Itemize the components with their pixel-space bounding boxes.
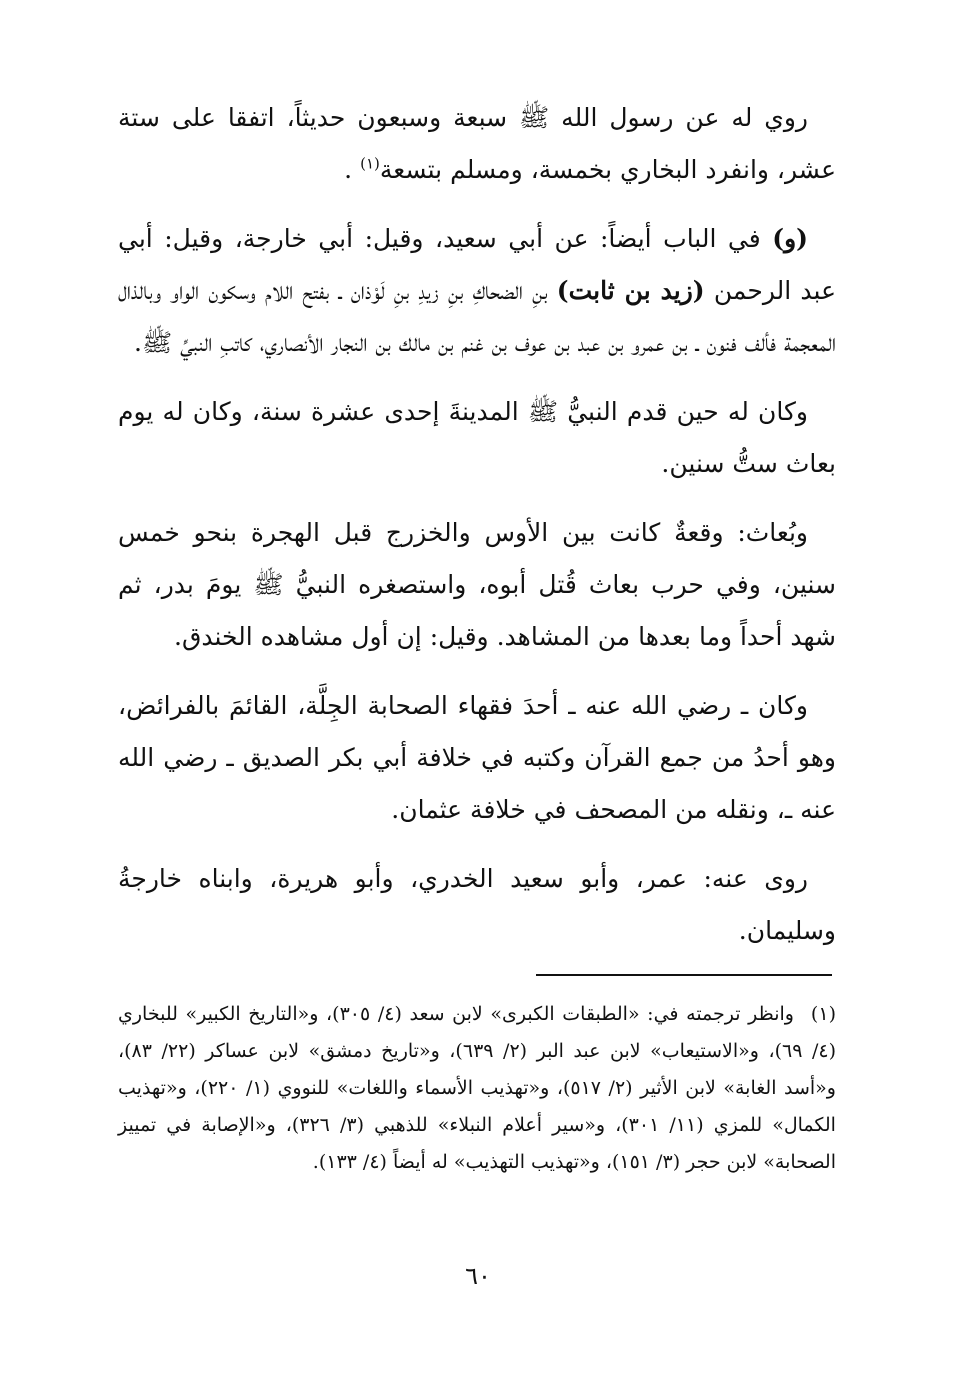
paragraph-merits: وكان ـ رضي الله عنه ـ أحدَ فقهاء الصحابة الجِلَّة، القائمَ بالفرائض، وهو أحدُ من جمع القرآن وكتبه في خلافة أبي بكر الصديق ـ رضي الله عنه ـ، ونقله من المصحف في خلافة عثمان. — [118, 691, 836, 824]
paragraph-biography — [118, 213, 836, 369]
main-text — [118, 92, 836, 974]
paragraph-narrations — [118, 92, 836, 196]
footnote-text: وانظر ترجمته في: «الطبقات الكبرى» لابن سعد (٤/ ٣٠٥)، و«التاريخ الكبير» للبخاري (٤/ ٦٩)، و«الاستيعاب» لابن عبد البر (٢/ ٦٣٩)، و«تاريخ دمشق» لابن عساكر (٢٢/ ٨٣)، و«أسد الغابة» لابن الأثير (٢/ ٥١٧)، و«تهذيب الأسماء واللغات» للنووي (١/ ٢٢٠)، و«تهذيب الكمال» للمزي (١١/ ٣٠١)، و«سير أعلام النبلاء» للذهبي (٣/ ٣٢٦)، و«الإصابة في تمييز الصحابة» لابن حجر (٣/ ١٥١)، و«تهذيب التهذيب» له أيضاً (٤/ ١٣٣). — [118, 1003, 837, 1173]
paragraph-narrations-text: روي له عن رسول الله ﷺ سبعة وسبعون حديثاً، اتفقا على ستة عشر، وانفرد البخاري بخمسة، ومسلم بتسعة — [118, 103, 836, 184]
paragraph-end-mark: . — [344, 155, 353, 184]
biography-text-start: في الباب أيضاً: عن أبي سعيد، وقيل: أبي خارجة، وقيل: أبي عبد الرحمن — [118, 224, 837, 305]
paragraph-narrators: روى عنه: عمر، وأبو سعيد الخدري، وأبو هريرة، وابناه خارجةُ وسليمان. — [118, 864, 836, 945]
paragraph-age: وكان له حين قدم النبيُّ ﷺ المدينةَ إحدى عشرة سنة، وكان له يوم بعاث ستُّ سنين. — [118, 397, 836, 478]
footnote — [118, 996, 836, 1181]
footnote-reference[interactable]: (١) — [360, 154, 380, 173]
footnote-number: (١) — [810, 1003, 836, 1025]
page-number: ٦٠ — [465, 1262, 491, 1290]
paragraph-buath: وبُعاث: وقعةٌ كانت بين الأوس والخزرج قبل الهجرة بنحو خمس سنين، وفي حرب بعاث قُتل أبوه، واستصغره النبيُّ ﷺ يومَ بدر، ثم شهد أحداً وما بعدها من المشاهد. وقيل: إن أول مشاهده الخندق. — [118, 518, 836, 651]
biography-text-end: بنِ الضحاكِ بنِ زيدِ بنِ لَوْذان ـ بفتح اللام وسكون الواو وبالذال المعجمة فألف فنون ـ بن عمرو بن عبد بن عوف بن غنم بن مالك بن النجار الأنصاري، كاتبِ النبيِّ ﷺ. — [118, 276, 836, 357]
footnote-divider — [536, 974, 832, 976]
entry-marker: (و) — [772, 224, 808, 253]
subject-name: (زيد بن ثابت) — [556, 276, 705, 305]
